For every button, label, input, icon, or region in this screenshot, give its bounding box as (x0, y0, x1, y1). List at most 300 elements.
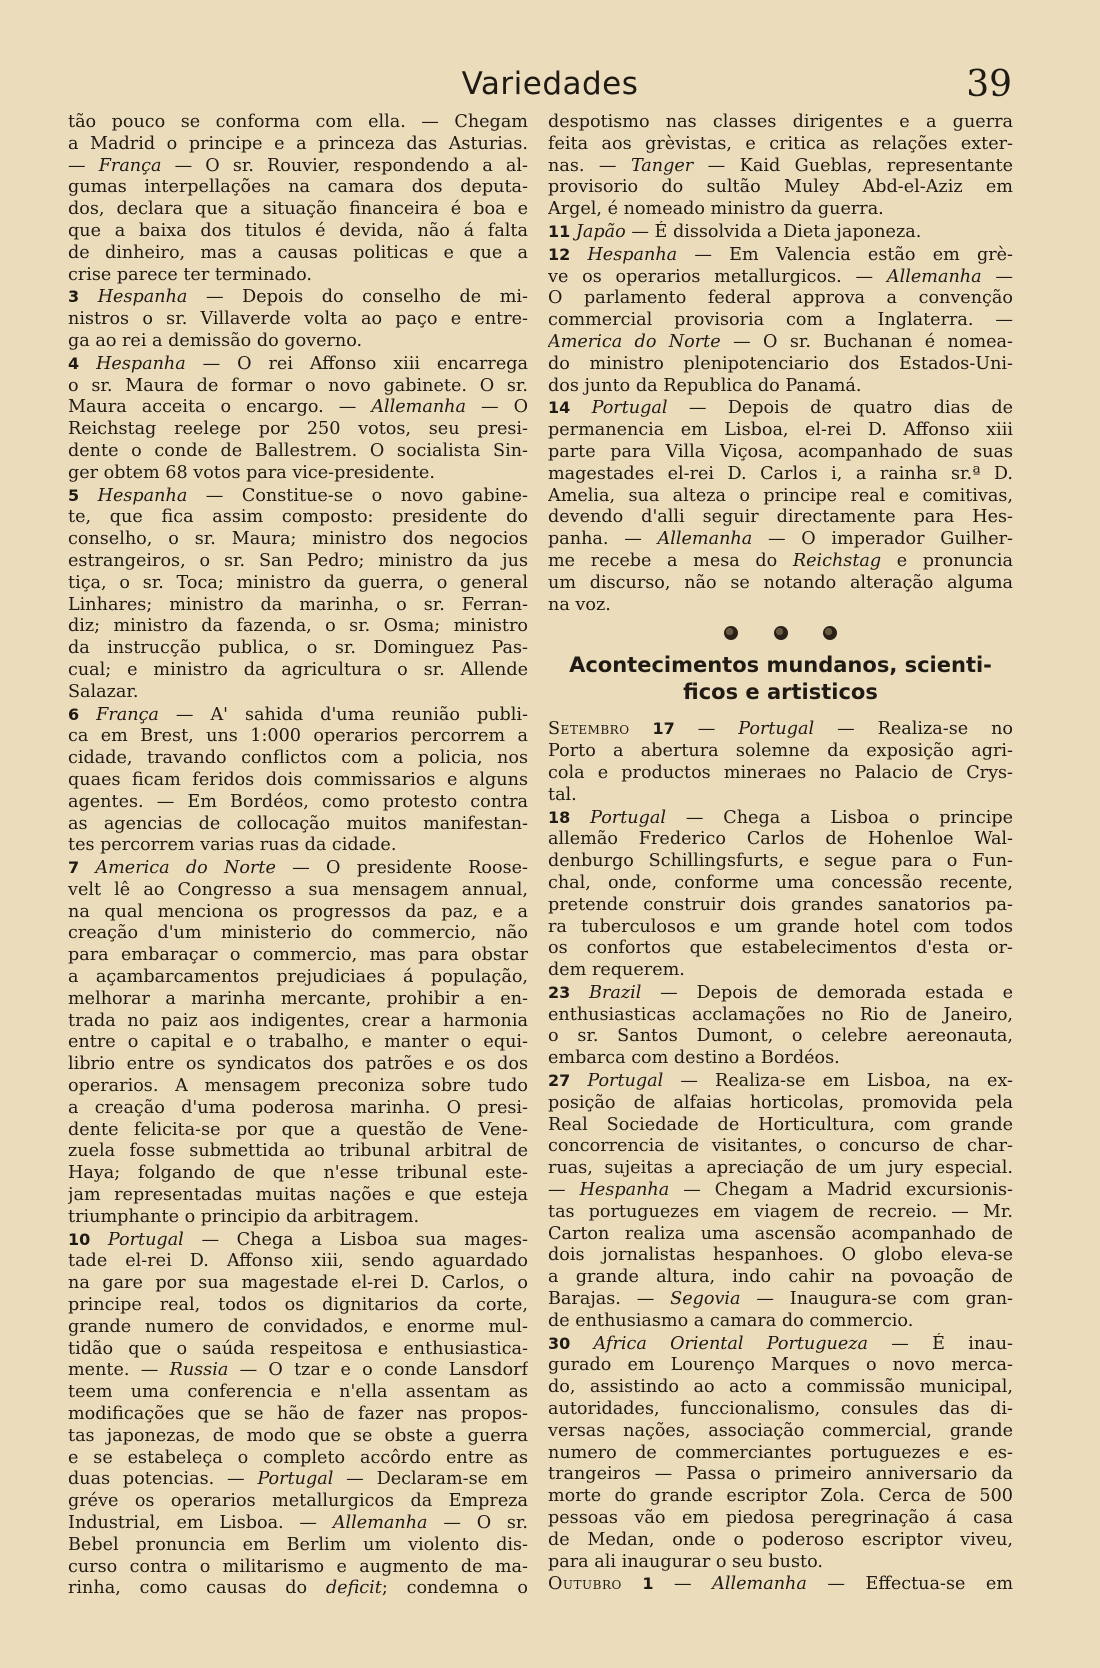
text-line (68, 529, 528, 551)
text-run: — (68, 155, 99, 176)
country-name: Allemanha (371, 397, 467, 418)
text-run: ra tuberculosos e um grande hotel com todos (548, 916, 1013, 937)
text-line (68, 923, 528, 945)
text-line (68, 463, 528, 485)
country-name: Allemanha (886, 266, 982, 287)
entry-date: 17 (652, 719, 675, 739)
text-run: — O rei Affonso xiii encarrega (185, 353, 528, 374)
entry-date: 4 (68, 353, 80, 373)
text-line (548, 1399, 1013, 1421)
text-line (68, 1578, 528, 1600)
text-line (548, 873, 1013, 895)
text-run: as agencias de collocação muitos manifestan- (68, 813, 528, 834)
country-name: Portugal (587, 1071, 664, 1092)
text-run: — Depois do conselho de mi- (187, 287, 528, 308)
country-name: França (96, 704, 159, 725)
text-line (548, 982, 1013, 1005)
text-line (68, 880, 528, 902)
text-line (68, 485, 528, 508)
text-line (68, 134, 528, 156)
text-line (68, 243, 528, 265)
text-line (68, 1295, 528, 1317)
text-line (548, 807, 1013, 830)
text-run: numero de commerciantes portuguezes e es- (548, 1442, 1013, 1463)
text-run: — Realiza-se no (814, 719, 1013, 740)
text-run (79, 705, 96, 725)
text-line (548, 718, 1013, 741)
text-line (68, 792, 528, 814)
text-run: dente o conde de Ballestrem. O socialista Sin- (68, 440, 528, 461)
text-run: os confortos que estabelecimentos d'esta or- (548, 938, 1013, 959)
text-run: rinha, como causas do (68, 1578, 326, 1599)
text-run: da instrucção publica, o sr. Dominguez Pas- (68, 638, 528, 659)
text-run: Linhares; ministro da marinha, o sr. Ferran- (68, 594, 528, 615)
text-line (68, 112, 528, 134)
text-run: devendo d'alli seguir directamente para Hes- (548, 507, 1013, 528)
text-line (548, 851, 1013, 873)
entry-date: 14 (548, 398, 571, 418)
text-run: creação d'um ministerio do commercio, não (68, 923, 528, 944)
text-run: — O tzar e o conde Lansdorf (228, 1360, 528, 1381)
text-run: entre o capital e o trabalho, e manter o equi- (68, 1032, 528, 1053)
running-head (0, 66, 1100, 110)
text-run: despotismo nas classes dirigentes e a guerra (548, 112, 1013, 132)
text-run: denburgo Schillingsfurts, e segue para o Fun- (548, 851, 1013, 872)
text-line (68, 1141, 528, 1163)
text-run: — Depois de quatro dias de (667, 398, 1013, 419)
text-line (548, 551, 1013, 573)
text-run: Bebel pronuncia em Berlim um violento dis- (68, 1534, 528, 1555)
text-line (68, 397, 528, 419)
text-line (548, 376, 1013, 398)
text-run: Salazar. (68, 681, 139, 702)
text-line (548, 288, 1013, 310)
entry-date: 11 (548, 221, 571, 241)
right-column-top-text (548, 112, 1013, 616)
text-line (548, 1070, 1013, 1093)
text-line (548, 1093, 1013, 1115)
text-run (570, 983, 589, 1003)
text-line (548, 1573, 1013, 1596)
text-line (68, 156, 528, 178)
text-run: — Inaugura-se com gran- (740, 1289, 1013, 1310)
text-run: — O imperador Guilher- (752, 529, 1013, 550)
text-run: ger obtem 68 votos para vice-presidente. (68, 462, 435, 483)
text-run: para embaraçar o commercio, mas para obstar (68, 945, 528, 966)
text-run: o sr. Santos Dumont, o celebre aereonauta, (548, 1026, 1013, 1047)
text-run: — O sr. (427, 1513, 528, 1533)
text-run: Real Sociedade de Horticultura, com grande (548, 1114, 1013, 1135)
text-line (68, 1163, 528, 1185)
text-run: — É inau- (868, 1333, 1013, 1354)
text-run: grande numero de convidados, e enorme mul- (68, 1316, 528, 1337)
text-line (548, 464, 1013, 486)
text-run: do, assistindo ao acto a commissão municipal, (548, 1377, 1013, 1398)
section-ornaments (548, 622, 1013, 644)
country-name: Japão (575, 221, 626, 242)
text-line (68, 945, 528, 967)
text-run (570, 808, 590, 828)
text-line (548, 529, 1013, 551)
text-run: melhorar a marinha mercante, prohibir a en- (68, 988, 528, 1009)
text-run: gréve os operarios metallurgicos da Empreza (68, 1491, 528, 1512)
text-run: versas nações, associação commercial, grande (548, 1420, 1013, 1441)
month-name: Setembro (548, 719, 630, 740)
text-run: do ministro plenipotenciario dos Estados-Uni- (548, 353, 1013, 374)
text-line (68, 419, 528, 441)
text-line (548, 1005, 1013, 1027)
text-line (68, 1076, 528, 1098)
text-line (548, 177, 1013, 199)
ornament-icon (823, 626, 837, 640)
text-run: permanencia em Lisboa, el-rei D. Affonso xiii (548, 420, 1013, 441)
text-line (548, 573, 1013, 595)
text-line (548, 1486, 1013, 1508)
text-run: — (674, 719, 739, 740)
text-run: a açambarcamentos prejudiciaes á população, (68, 967, 528, 988)
text-line (548, 1224, 1013, 1246)
text-line (68, 1317, 528, 1339)
text-run (79, 858, 95, 878)
text-run: modificações que se hão de fazer nas propos- (68, 1404, 528, 1425)
text-run: curso contra o militarismo e augmento de ma- (68, 1556, 528, 1577)
text-run: enthusiasticas acclamações no Rio de Janeiro, (548, 1004, 1013, 1025)
text-line (548, 895, 1013, 917)
text-line (548, 1158, 1013, 1180)
text-line (68, 902, 528, 924)
text-line (68, 1011, 528, 1033)
text-line (548, 134, 1013, 156)
country-name: America do Norte (95, 858, 276, 879)
country-name: deficit (325, 1578, 382, 1599)
text-line (548, 938, 1013, 960)
country-name: Reichstag (792, 550, 882, 571)
country-name: Portugal (738, 719, 815, 740)
text-run: magestades el-rei D. Carlos i, a rainha sr.ª D. (548, 463, 1013, 484)
text-line (548, 1245, 1013, 1267)
country-name: Portugal (591, 398, 668, 419)
country-name: Segovia (670, 1289, 741, 1310)
text-line (68, 309, 528, 331)
text-run: — A' sahida d'uma reunião publi- (158, 704, 528, 725)
text-run: pretende construir dois grandes sanatorios pa- (548, 894, 1013, 915)
text-line (68, 1513, 528, 1535)
country-name: Allemanha (332, 1513, 428, 1533)
text-line (68, 1382, 528, 1404)
entry-date: 18 (548, 807, 571, 827)
text-line (68, 1557, 528, 1579)
text-run (79, 354, 96, 374)
country-name: Portugal (257, 1469, 334, 1490)
text-run: commercial provisoria com a Inglaterra. — (548, 310, 1013, 331)
text-run: e se estabeleça o completo accôrdo entre as (68, 1447, 528, 1468)
country-name: Tanger (630, 155, 694, 176)
entry-date: 3 (68, 287, 80, 307)
text-run: tão pouco se conforma com ella. — Chegam (68, 112, 528, 132)
text-run: velt lê ao Congresso a sua mensagem annual, (68, 879, 528, 900)
text-line (548, 1508, 1013, 1530)
text-run: Argel, é nomeado ministro da guerra. (548, 199, 884, 220)
country-name: Hespanha (97, 485, 188, 506)
text-line (548, 1552, 1013, 1574)
text-line (548, 1355, 1013, 1377)
text-line (68, 967, 528, 989)
text-line (548, 829, 1013, 851)
text-line (68, 814, 528, 836)
text-line (68, 835, 528, 857)
text-line (68, 770, 528, 792)
text-run (79, 287, 98, 307)
text-run (90, 1230, 108, 1250)
text-run (570, 1071, 587, 1091)
text-line (68, 1229, 528, 1252)
text-run: conselho, o sr. Maura; ministro dos negocios (68, 529, 528, 550)
text-line (68, 989, 528, 1011)
entry-date: 12 (548, 244, 571, 264)
text-line (68, 857, 528, 880)
text-run: ruas, sujeitas a apreciação de um jury especial. (548, 1158, 1013, 1179)
text-run: tiça, o sr. Toca; ministro da guerra, o general (68, 572, 528, 593)
country-name: Brazil (589, 982, 642, 1003)
right-column-bottom-text (548, 718, 1013, 1596)
country-name: Hespanha (579, 1180, 670, 1201)
country-name: Allemanha (712, 1574, 807, 1595)
country-name: França (98, 155, 162, 176)
country-name: Russia (169, 1360, 229, 1381)
text-run (570, 398, 591, 418)
text-run: tes percorrem varias ruas da cidade. (68, 835, 397, 856)
text-run: mente. — (68, 1360, 170, 1381)
text-run: morte do grande escriptor Zola. Cerca de 500 (548, 1486, 1013, 1507)
text-line (68, 1339, 528, 1361)
text-run: triumphante o principio da arbitragem. (68, 1206, 420, 1227)
text-line (548, 1267, 1013, 1289)
text-line (68, 1054, 528, 1076)
text-run: estrangeiros, o sr. San Pedro; ministro da jus (68, 550, 528, 571)
text-line (548, 1377, 1013, 1399)
left-column (68, 112, 528, 1600)
text-line (68, 221, 528, 243)
section-heading-line-1: Acontecimentos mundanos, scienti- (569, 653, 992, 678)
text-run: — Depois de demorada estada e (641, 982, 1013, 1003)
country-name: Hespanha (96, 353, 186, 374)
entry-date: 23 (548, 982, 571, 1002)
text-run (630, 719, 653, 739)
text-run: feita aos grèvistas, e critica as relações exter- (548, 133, 1013, 154)
text-run: provisorio do sultão Muley Abd-el-Aziz em (548, 177, 1013, 198)
text-line (68, 1098, 528, 1120)
text-line (548, 156, 1013, 178)
text-run: te, que fica assim composto: presidente do (68, 507, 528, 528)
text-line (548, 1026, 1013, 1048)
text-line (548, 267, 1013, 289)
text-run: tade el-rei D. Affonso xiii, sendo aguardado (68, 1251, 528, 1272)
text-run: trangeiros — Passa o primeiro anniversario da (548, 1464, 1013, 1485)
text-run: ca em Brest, uns 1:000 operarios percorrem a (68, 726, 528, 747)
text-run (570, 1334, 593, 1354)
text-line (68, 507, 528, 529)
text-line (548, 1202, 1013, 1224)
text-run: me recebe a mesa do (548, 550, 793, 571)
text-line (68, 1426, 528, 1448)
text-run: — É dissolvida a Dieta japoneza. (625, 221, 922, 242)
country-name: Africa Oriental Portugueza (593, 1333, 869, 1354)
text-run: autoridades, funccionalismo, consules das di- (548, 1399, 1013, 1420)
text-run: ga ao rei a demissão do governo. (68, 330, 363, 351)
text-run: Reichstag reelege por 250 votos, seu presi- (68, 419, 528, 440)
text-run (622, 1574, 643, 1594)
text-run: — Chega a Lisboa sua mages- (183, 1229, 528, 1250)
text-run: operarios. A mensagem preconiza sobre tudo (68, 1076, 528, 1097)
text-run: cidade, travando conflictos com a policia, nos (68, 748, 528, 769)
text-run: — Em Valencia estão em grè- (677, 244, 1013, 265)
text-line (548, 917, 1013, 939)
text-line (68, 1120, 528, 1142)
text-run: teem uma conferencia e n'ella assentam as (68, 1382, 528, 1403)
text-line (548, 112, 1013, 134)
text-line (548, 1048, 1013, 1070)
text-run (570, 245, 587, 265)
text-run: — O sr. Buchanan é nomea- (720, 331, 1013, 352)
text-run: concorrencia de visitantes, o concurso de char- (548, 1136, 1013, 1157)
text-run: quaes ficam feridos dois commissarios e alguns (68, 769, 528, 790)
text-line (68, 286, 528, 309)
text-line (68, 353, 528, 376)
text-run: gumas interpellações na camara dos deputa- (68, 177, 528, 198)
text-line (68, 265, 528, 287)
text-run: — O sr. Rouvier, respondendo a al- (161, 155, 528, 176)
text-run: tas japonezas, de modo que se obste a guerra (68, 1425, 528, 1446)
text-line (68, 726, 528, 748)
section-heading (548, 652, 1013, 706)
section-heading-line-2: ficos e artisticos (683, 680, 878, 705)
text-line (548, 507, 1013, 529)
text-line (548, 785, 1013, 807)
text-run: librio entre os syndicatos dos patrões e os dos (68, 1054, 528, 1075)
text-run: que a baixa dos titulos é devida, não á falta (68, 220, 528, 241)
text-run: O parlamento federal approva a convenção (548, 288, 1013, 309)
text-line (548, 221, 1013, 244)
entry-date: 10 (68, 1229, 91, 1249)
text-line (68, 1491, 528, 1513)
text-run: — Constitue-se o novo gabine- (187, 485, 528, 506)
text-run: zuela fosse submettida ao tribunal arbitral de (68, 1141, 528, 1162)
text-run: ; condemna o (381, 1578, 528, 1599)
entry-date: 6 (68, 704, 80, 724)
text-run: dos junto da Republica do Panamá. (548, 375, 862, 396)
month-name: Outubro (548, 1574, 622, 1595)
text-line (68, 199, 528, 221)
text-run: cola e productos mineraes no Palacio de Crys- (548, 762, 1013, 783)
text-line (68, 748, 528, 770)
text-run: Barajas. — (548, 1289, 671, 1310)
text-line (68, 551, 528, 573)
text-run: crise parece ter terminado. (68, 264, 313, 285)
text-line (68, 376, 528, 398)
entry-date: 30 (548, 1333, 571, 1353)
text-run: dente felicita-se por que a questão de Vene- (68, 1119, 528, 1140)
text-line (68, 682, 528, 704)
text-line (68, 177, 528, 199)
text-run: tidão que o saúda respeitosa e enthusiastica- (68, 1338, 528, 1359)
text-run: tas portuguezes em viagem de recreio. — Mr. (548, 1201, 1013, 1222)
text-run: Maura acceita o encargo. — (68, 397, 372, 418)
text-line (548, 332, 1013, 354)
text-line (548, 397, 1013, 420)
text-run: — O presidente Roose- (275, 858, 528, 879)
text-run: allemão Frederico Carlos de Hohenloe Wal- (548, 829, 1013, 850)
text-line (548, 1443, 1013, 1465)
text-run: — Kaid Gueblas, representante (693, 155, 1013, 176)
text-line (68, 595, 528, 617)
text-line (68, 573, 528, 595)
text-line (548, 1311, 1013, 1333)
text-line (548, 1530, 1013, 1552)
text-line (68, 1360, 528, 1382)
entry-date: 27 (548, 1071, 571, 1091)
text-run: Amelia, sua alteza o principe real e comitivas, (548, 485, 1013, 506)
text-run: agentes. — Em Bordéos, como protesto contra (68, 791, 528, 812)
text-line (68, 638, 528, 660)
text-line (548, 244, 1013, 267)
country-name: Hespanha (97, 287, 188, 308)
text-run: na qual menciona os progressos da paz, e a (68, 901, 528, 922)
country-name: Allemanha (657, 529, 753, 550)
text-run: Haya; folgando de que n'esse tribunal este- (68, 1163, 528, 1184)
text-run: Industrial, em Lisboa. — (68, 1513, 333, 1533)
text-line (548, 1180, 1013, 1202)
text-line (548, 1333, 1013, 1356)
text-line (68, 1032, 528, 1054)
entry-date: 5 (68, 485, 80, 505)
text-run: na gare por sua magestade el-rei D. Carlos, o (68, 1273, 528, 1294)
text-line (548, 595, 1013, 617)
text-run (79, 486, 97, 506)
text-line (548, 486, 1013, 508)
ornament-icon (774, 626, 788, 640)
right-column (548, 112, 1013, 1596)
country-name: America do Norte (548, 331, 721, 352)
text-line (68, 1469, 528, 1491)
text-run: de enthusiasmo a camara do commercio. (548, 1310, 914, 1331)
text-run: a Madrid o principe e a princeza das Asturias. (68, 133, 528, 154)
text-run: dois jornalistas hespanhoes. O globo eleva-se (548, 1245, 1013, 1266)
text-run: cual; e ministro da agricultura o sr. Allende (68, 659, 528, 680)
text-line (548, 1136, 1013, 1158)
text-line (68, 1251, 528, 1273)
text-line (548, 1464, 1013, 1486)
text-line (548, 1115, 1013, 1137)
text-run: duas potencias. — (68, 1469, 258, 1490)
text-line (68, 1273, 528, 1295)
text-run: a grande altura, indo cahir na povoação de (548, 1267, 1013, 1288)
text-run: — Effectua-se em (806, 1574, 1013, 1595)
ornament-icon (724, 626, 738, 640)
text-line (68, 441, 528, 463)
text-line (548, 1421, 1013, 1443)
text-run: — (548, 1180, 580, 1201)
text-run: — Chega a Lisboa o principe (666, 807, 1013, 828)
text-run: posição de alfaias horticolas, promovida pela (548, 1092, 1013, 1113)
entry-date: 1 (642, 1574, 654, 1594)
text-run: de Medan, onde o poderoso escriptor viveu, (548, 1529, 1013, 1550)
text-line (68, 1185, 528, 1207)
text-line (68, 1207, 528, 1229)
text-line (548, 741, 1013, 763)
entry-date: 7 (68, 858, 80, 878)
page-title: Variedades (461, 66, 639, 102)
text-run: gurado em Lourenço Marques o novo merca- (548, 1355, 1013, 1376)
